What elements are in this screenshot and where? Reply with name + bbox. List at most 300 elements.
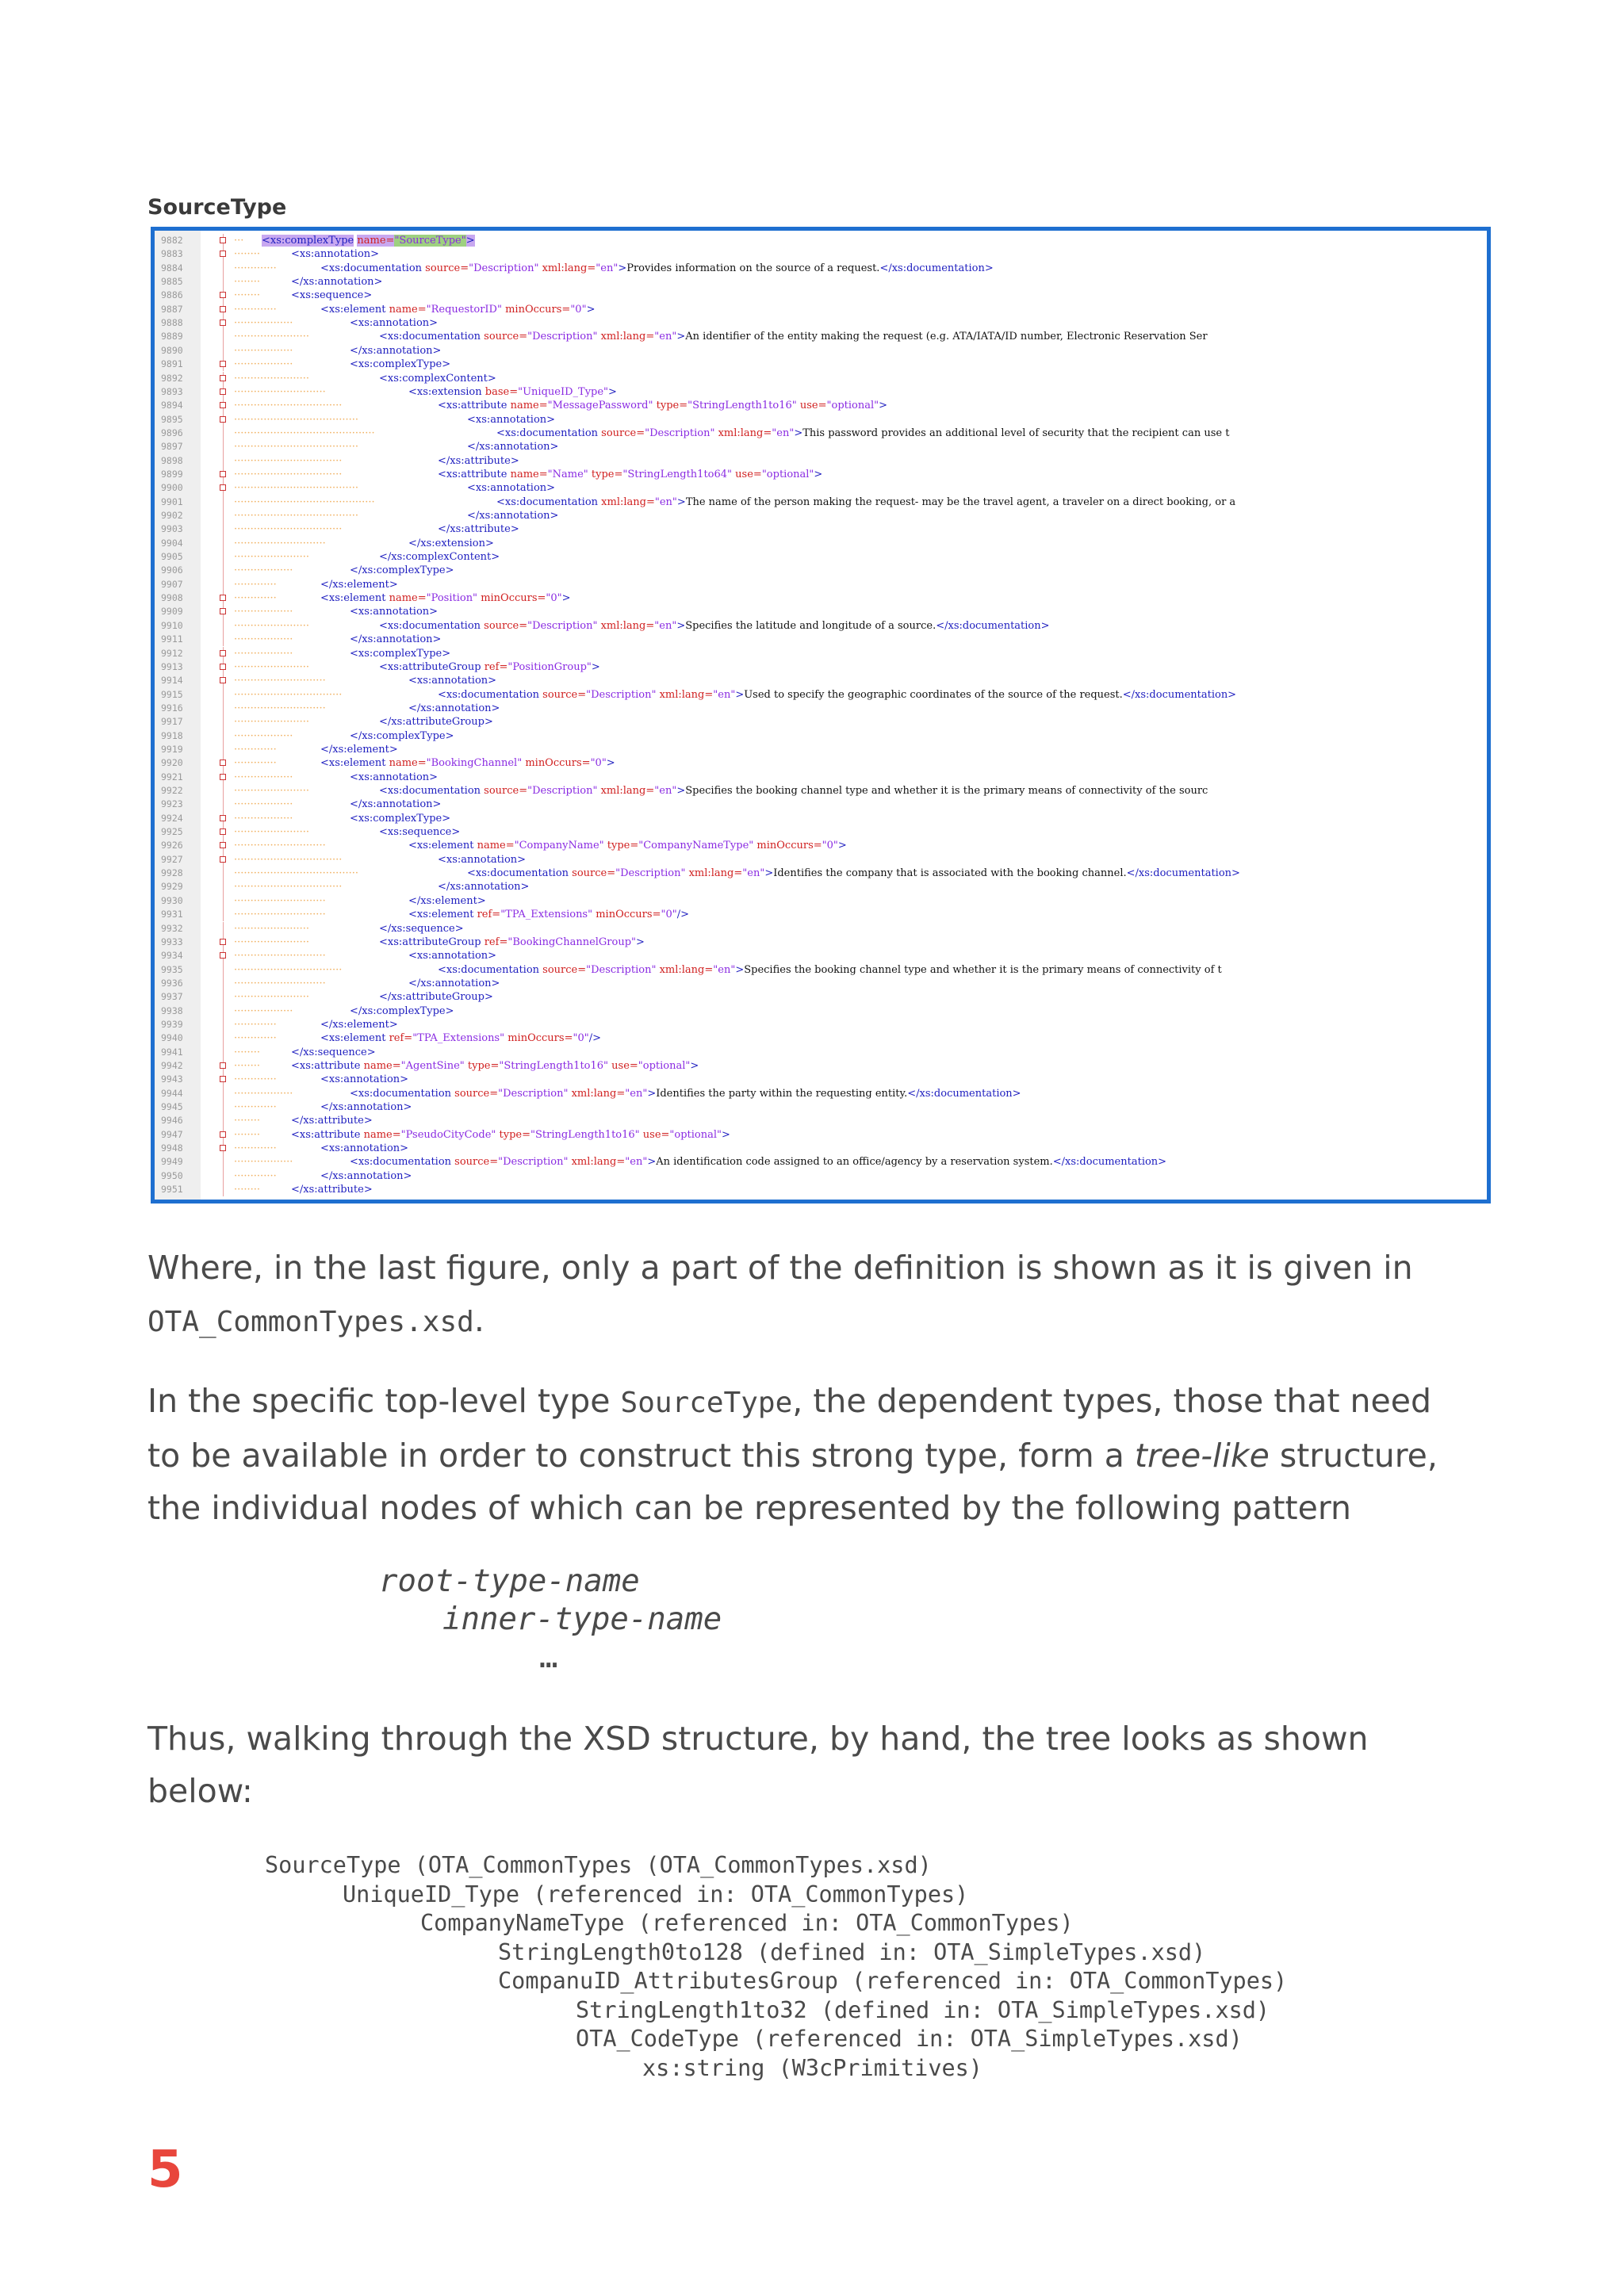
fold-guide (223, 564, 224, 577)
line-number: 9916 (161, 702, 183, 714)
line-number: 9896 (161, 427, 183, 438)
line-number: 9910 (161, 619, 183, 631)
indent-markers: ········ (234, 248, 261, 261)
indent-markers: ············· (234, 262, 277, 274)
code-line (155, 702, 1487, 715)
indent-markers: ··········································· (234, 427, 375, 439)
para2-c: to be available in order to construct this strong type, form a (147, 1437, 1135, 1475)
para2-a: In the specific top-level type (147, 1382, 621, 1420)
indent-markers: ·················· (234, 358, 293, 371)
indent-markers: ······················· (234, 785, 310, 797)
indent-markers: ·················· (234, 729, 293, 742)
para1-filename: OTA_CommonTypes.xsd (147, 1306, 474, 1338)
fold-guide (223, 880, 224, 894)
code-line (155, 427, 1487, 440)
indent-markers: ············· (234, 1169, 277, 1182)
fold-toggle-icon[interactable] (220, 939, 226, 945)
para2-em: tree-like (1134, 1437, 1270, 1475)
code-line (155, 330, 1487, 343)
fold-guide (223, 1018, 224, 1031)
code-line (155, 550, 1487, 564)
indent-markers: ·················· (234, 798, 293, 811)
fold-toggle-icon[interactable] (220, 1062, 226, 1069)
fold-guide (223, 454, 224, 468)
line-number: 9899 (161, 468, 183, 480)
code-text: <xs:attribute name="MessagePassword" type="StringLength1to16" use="optional"> (438, 400, 888, 412)
code-line (155, 385, 1487, 399)
indent-markers: ·················· (234, 633, 293, 646)
code-line (155, 1128, 1487, 1142)
fold-toggle-icon[interactable] (220, 306, 226, 312)
fold-toggle-icon[interactable] (220, 856, 226, 863)
fold-guide (223, 688, 224, 702)
code-text: <xs:annotation> (467, 482, 556, 495)
fold-toggle-icon[interactable] (220, 320, 226, 326)
code-text: <xs:documentation source="Description" xml:lang="en">An identification code assigned to an office/agency by a reservation system.</xs:documentation> (350, 1156, 1167, 1169)
line-number: 9932 (161, 922, 183, 934)
line-number: 9948 (161, 1142, 183, 1154)
indent-markers: ······················· (234, 716, 310, 729)
fold-guide (223, 522, 224, 536)
indent-markers: ········ (234, 1046, 261, 1058)
code-text: <xs:documentation xml:lang="en">The name of the person making the request- may be the travel agent, a traveler on a direct booking, or a (496, 496, 1236, 508)
fold-guide (223, 578, 224, 591)
fold-toggle-icon[interactable] (220, 388, 226, 395)
line-number: 9924 (161, 812, 183, 824)
indent-markers: ································· (234, 881, 343, 894)
pattern-ellipsis: … (539, 1640, 558, 1675)
fold-guide (223, 963, 224, 977)
tree-node: StringLength0to128 (defined in: OTA_SimpleTypes.xsd) (498, 1938, 1206, 1965)
fold-toggle-icon[interactable] (220, 1076, 226, 1082)
code-text: </xs:sequence> (379, 922, 464, 935)
code-line (155, 1142, 1487, 1155)
indent-markers: ············· (234, 1142, 277, 1155)
code-text: <xs:element name="Position" minOccurs="0"> (320, 592, 571, 605)
code-text: <xs:element ref="TPA_Extensions" minOccurs="0"/> (320, 1032, 601, 1045)
line-number: 9943 (161, 1073, 183, 1085)
fold-toggle-icon[interactable] (220, 677, 226, 683)
code-text: </xs:element> (408, 894, 486, 907)
indent-markers: ································· (234, 468, 343, 480)
line-number: 9907 (161, 578, 183, 590)
fold-toggle-icon[interactable] (220, 842, 226, 848)
indent-markers: ······················· (234, 922, 310, 935)
code-text: </xs:attribute> (438, 523, 519, 536)
paragraph-1 (147, 1242, 1480, 1349)
code-line (155, 812, 1487, 825)
code-text: <xs:complexType> (350, 358, 451, 371)
code-text: <xs:annotation> (350, 317, 439, 330)
fold-toggle-icon[interactable] (220, 608, 226, 614)
code-line (155, 674, 1487, 687)
fold-toggle-icon[interactable] (220, 828, 226, 835)
code-line (155, 537, 1487, 550)
line-number: 9917 (161, 716, 183, 728)
code-text: </xs:attribute> (291, 1115, 373, 1127)
code-line (155, 605, 1487, 618)
line-number: 9944 (161, 1087, 183, 1099)
indent-markers: ·················· (234, 317, 293, 330)
fold-guide (223, 619, 224, 633)
code-line (155, 990, 1487, 1004)
code-line (155, 440, 1487, 453)
code-line (155, 1031, 1487, 1045)
code-text: <xs:sequence> (291, 289, 373, 302)
fold-guide (223, 427, 224, 440)
line-number: 9919 (161, 743, 183, 755)
fold-toggle-icon[interactable] (220, 251, 226, 257)
code-line (155, 247, 1487, 261)
line-number: 9937 (161, 991, 183, 1003)
code-text: <xs:documentation source="Description" xml:lang="en">Identifies the company that is associated with the booking channel.</xs:documentation> (467, 867, 1240, 880)
pattern-inner: inner-type-name (442, 1601, 722, 1637)
fold-toggle-icon[interactable] (220, 375, 226, 381)
code-line (155, 743, 1487, 756)
indent-markers: ································· (234, 400, 343, 412)
indent-markers: ·················· (234, 812, 293, 825)
para2-b: , the dependent types, those that need (792, 1382, 1432, 1420)
line-number: 9897 (161, 441, 183, 453)
tree-node: OTA_CodeType (referenced in: OTA_SimpleTypes.xsd) (576, 2026, 1243, 2052)
code-text: <xs:documentation source="Description" xml:lang="en">An identifier of the entity making the request (e.g. ATA/IATA/ID number, Electronic Reservation Ser (379, 331, 1208, 343)
line-number: 9933 (161, 936, 183, 947)
code-line (155, 522, 1487, 536)
indent-markers: ·················· (234, 1004, 293, 1017)
indent-markers: ············· (234, 1018, 277, 1031)
code-line (155, 344, 1487, 358)
code-line (155, 729, 1487, 743)
tree-node: SourceType (OTA_CommonTypes (OTA_CommonTypes.xsd) (265, 1852, 932, 1878)
line-number: 9941 (161, 1046, 183, 1058)
indent-markers: ···························· (234, 950, 326, 962)
fold-guide (223, 344, 224, 358)
paragraph-2 (147, 1375, 1480, 1534)
indent-markers: ···························· (234, 385, 326, 398)
line-number: 9882 (161, 235, 183, 246)
indent-markers: ······································ (234, 510, 359, 522)
fold-guide (223, 1183, 224, 1196)
fold-toggle-icon[interactable] (220, 237, 226, 243)
code-line (155, 578, 1487, 591)
code-line (155, 1087, 1487, 1100)
line-number: 9929 (161, 881, 183, 893)
fold-toggle-icon[interactable] (220, 1131, 226, 1138)
indent-markers: ···························· (234, 537, 326, 549)
indent-markers: ············· (234, 1073, 277, 1086)
fold-toggle-icon[interactable] (220, 292, 226, 298)
code-line (155, 894, 1487, 908)
line-number: 9901 (161, 496, 183, 507)
line-number: 9915 (161, 688, 183, 700)
code-text: <xs:documentation source="Description" xml:lang="en">This password provides an additional level of security that the recipient can use t (496, 427, 1230, 439)
code-text: <xs:documentation source="Description" xml:lang="en">Identifies the party within the requesting entity.</xs:documentation> (350, 1087, 1021, 1100)
line-number: 9889 (161, 331, 183, 342)
para1-period: . (473, 1301, 485, 1339)
code-text: <xs:attribute name="Name" type="StringLength1to64" use="optional"> (438, 468, 823, 480)
fold-guide (223, 440, 224, 453)
fold-guide (223, 894, 224, 908)
code-line (155, 1183, 1487, 1196)
indent-markers: ································· (234, 853, 343, 866)
indent-markers: ········ (234, 1060, 261, 1072)
line-number: 9920 (161, 757, 183, 769)
code-line (155, 963, 1487, 977)
code-line (155, 316, 1487, 330)
code-line (155, 289, 1487, 302)
fold-guide (223, 496, 224, 509)
code-line (155, 481, 1487, 495)
code-text: <xs:documentation source="Description" xml:lang="en">Specifies the latitude and longitude of a source.</xs:documentation> (379, 619, 1050, 632)
fold-toggle-icon[interactable] (220, 471, 226, 477)
fold-toggle-icon[interactable] (220, 361, 226, 367)
tree-node: StringLength1to32 (defined in: OTA_SimpleTypes.xsd) (576, 1996, 1270, 2023)
line-number: 9923 (161, 798, 183, 810)
code-text: </xs:annotation> (320, 1101, 412, 1114)
line-number: 9922 (161, 785, 183, 796)
line-number: 9938 (161, 1004, 183, 1016)
code-text: </xs:annotation> (350, 798, 442, 811)
indent-markers: ······················· (234, 826, 310, 839)
code-screenshot (151, 227, 1491, 1203)
indent-markers: ···························· (234, 909, 326, 921)
indent-markers: ·················· (234, 1156, 293, 1169)
code-text: </xs:annotation> (350, 633, 442, 646)
indent-markers: ············· (234, 578, 277, 591)
line-number: 9908 (161, 592, 183, 604)
code-text: <xs:extension base="UniqueID_Type"> (408, 385, 617, 398)
code-text: </xs:element> (320, 1018, 398, 1031)
code-text: </xs:complexContent> (379, 551, 500, 564)
code-line (155, 234, 1487, 247)
fold-toggle-icon[interactable] (220, 1145, 226, 1151)
code-line (155, 784, 1487, 798)
fold-toggle-icon[interactable] (220, 416, 226, 423)
code-text: </xs:element> (320, 578, 398, 591)
tree-node: CompanyNameType (referenced in: OTA_CommonTypes) (420, 1910, 1074, 1936)
code-text: <xs:annotation> (320, 1073, 409, 1086)
line-number: 9935 (161, 963, 183, 975)
code-text: <xs:complexType> (350, 812, 451, 825)
code-line (155, 936, 1487, 949)
line-number: 9928 (161, 867, 183, 879)
line-number: 9918 (161, 729, 183, 741)
code-line (155, 358, 1487, 371)
code-line (155, 756, 1487, 770)
line-number: 9936 (161, 977, 183, 989)
fold-guide (223, 1004, 224, 1018)
fold-guide (223, 1169, 224, 1183)
code-line (155, 591, 1487, 605)
line-number: 9900 (161, 482, 183, 494)
code-text: </xs:attributeGroup> (379, 991, 493, 1004)
indent-markers: ································· (234, 523, 343, 536)
code-line (155, 908, 1487, 921)
fold-guide (223, 275, 224, 289)
code-line (155, 880, 1487, 894)
indent-markers: ········ (234, 276, 261, 289)
indent-markers: ········ (234, 289, 261, 302)
code-line (155, 771, 1487, 784)
para2-e: the individual nodes of which can be represented by the following pattern (147, 1489, 1351, 1527)
indent-markers: ···························· (234, 675, 326, 687)
fold-guide (223, 798, 224, 811)
para1-text: Where, in the last figure, only a part of the definition is shown as it is given in (147, 1249, 1413, 1287)
code-text: </xs:extension> (408, 537, 494, 549)
fold-toggle-icon[interactable] (220, 402, 226, 408)
code-line (155, 688, 1487, 702)
indent-markers: ································· (234, 963, 343, 976)
indent-markers: ············· (234, 1032, 277, 1045)
indent-markers: ·················· (234, 344, 293, 357)
code-text: <xs:element ref="TPA_Extensions" minOccurs="0"/> (408, 909, 689, 921)
line-number: 9939 (161, 1018, 183, 1030)
fold-guide (223, 784, 224, 798)
indent-markers: ·················· (234, 1087, 293, 1100)
code-text: <xs:attribute name="PseudoCityCode" type="StringLength1to16" use="optional"> (291, 1128, 730, 1141)
code-text: </xs:annotation> (291, 276, 383, 289)
line-number: 9914 (161, 675, 183, 687)
indent-markers: ······················· (234, 991, 310, 1004)
line-number: 9894 (161, 400, 183, 411)
line-number: 9886 (161, 289, 183, 301)
indent-markers: ·················· (234, 771, 293, 783)
code-line (155, 825, 1487, 839)
fold-guide (223, 729, 224, 743)
code-line (155, 1100, 1487, 1114)
line-number: 9883 (161, 248, 183, 260)
line-number: 9884 (161, 262, 183, 274)
indent-markers: ······································ (234, 441, 359, 453)
indent-markers: ·················· (234, 606, 293, 618)
indent-markers: ············· (234, 757, 277, 770)
indent-markers: ············· (234, 303, 277, 316)
line-number: 9925 (161, 826, 183, 838)
code-line (155, 496, 1487, 509)
code-line (155, 413, 1487, 427)
indent-markers: ······················· (234, 619, 310, 632)
fold-toggle-icon[interactable] (220, 952, 226, 959)
code-text: </xs:attributeGroup> (379, 716, 493, 729)
line-number: 9927 (161, 853, 183, 865)
line-number: 9913 (161, 660, 183, 672)
code-text: <xs:complexContent> (379, 372, 496, 385)
line-number: 9934 (161, 950, 183, 962)
indent-markers: ······················· (234, 372, 310, 385)
fold-toggle-icon[interactable] (220, 760, 226, 766)
code-line (155, 509, 1487, 522)
fold-toggle-icon[interactable] (220, 664, 226, 670)
code-line (155, 372, 1487, 385)
indent-markers: ···························· (234, 702, 326, 714)
line-number: 9887 (161, 303, 183, 315)
indent-markers: ········ (234, 1115, 261, 1127)
indent-markers: ·················· (234, 647, 293, 660)
fold-guide (223, 330, 224, 343)
fold-guide (223, 509, 224, 522)
code-text: </xs:annotation> (408, 977, 500, 989)
code-text: <xs:annotation> (320, 1142, 409, 1155)
line-number: 9903 (161, 523, 183, 535)
fold-guide (223, 1100, 224, 1114)
line-number: 9888 (161, 317, 183, 329)
line-number: 9911 (161, 633, 183, 645)
line-number: 9885 (161, 276, 183, 288)
line-number: 9909 (161, 606, 183, 618)
code-line (155, 977, 1487, 990)
fold-guide (223, 867, 224, 880)
line-number: 9949 (161, 1156, 183, 1168)
code-line (155, 867, 1487, 880)
code-text: <xs:complexType name="SourceType"> (262, 235, 475, 247)
code-line (155, 303, 1487, 316)
code-line (155, 275, 1487, 289)
page-number: 5 (147, 2141, 183, 2199)
para3-line2: below: (147, 1772, 253, 1810)
fold-toggle-icon[interactable] (220, 484, 226, 491)
fold-guide (223, 743, 224, 756)
tree-node: UniqueID_Type (referenced in: OTA_CommonTypes) (343, 1881, 969, 1908)
code-text: <xs:annotation> (408, 675, 497, 687)
line-number: 9902 (161, 510, 183, 521)
fold-guide (223, 262, 224, 275)
code-line (155, 922, 1487, 936)
code-text: <xs:attribute name="AgentSine" type="StringLength1to16" use="optional"> (291, 1060, 699, 1072)
code-text: <xs:element name="BookingChannel" minOccurs="0"> (320, 757, 615, 770)
fold-toggle-icon[interactable] (220, 650, 226, 656)
code-line (155, 715, 1487, 729)
line-number: 9946 (161, 1115, 183, 1127)
code-text: </xs:annotation> (438, 881, 530, 894)
code-line (155, 454, 1487, 468)
code-text: <xs:annotation> (408, 950, 497, 962)
code-text: </xs:annotation> (467, 510, 559, 522)
indent-markers: ········ (234, 1128, 261, 1141)
code-text: <xs:element name="RequestorID" minOccurs="0"> (320, 303, 596, 316)
indent-markers: ···························· (234, 840, 326, 852)
para3-line1: Thus, walking through the XSD structure, by hand, the tree looks as shown (147, 1720, 1369, 1758)
fold-toggle-icon[interactable] (220, 774, 226, 780)
line-number: 9930 (161, 894, 183, 906)
indent-markers: ······················· (234, 936, 310, 948)
indent-markers: ································· (234, 454, 343, 467)
fold-toggle-icon[interactable] (220, 815, 226, 821)
indent-markers: ············· (234, 1101, 277, 1114)
line-number: 9898 (161, 454, 183, 466)
code-text: </xs:annotation> (408, 702, 500, 714)
fold-guide (223, 922, 224, 936)
paragraph-3 (147, 1712, 1480, 1817)
code-line (155, 619, 1487, 633)
code-text: </xs:annotation> (320, 1169, 412, 1182)
fold-guide (223, 1046, 224, 1059)
pattern-root: root-type-name (379, 1563, 640, 1599)
code-line (155, 468, 1487, 481)
code-line (155, 1169, 1487, 1183)
code-text: <xs:annotation> (350, 606, 439, 618)
indent-markers: ··········································· (234, 496, 375, 508)
code-line (155, 262, 1487, 275)
code-text: <xs:complexType> (350, 647, 451, 660)
line-number: 9950 (161, 1169, 183, 1181)
line-number: 9893 (161, 385, 183, 397)
indent-markers: ······················· (234, 551, 310, 564)
code-text: <xs:documentation source="Description" xml:lang="en">Used to specify the geographic coordinates of the source of the request.</xs:documentation> (438, 688, 1237, 701)
indent-markers: ·················· (234, 564, 293, 577)
line-number: 9906 (161, 564, 183, 576)
code-line (155, 1046, 1487, 1059)
fold-toggle-icon[interactable] (220, 595, 226, 601)
